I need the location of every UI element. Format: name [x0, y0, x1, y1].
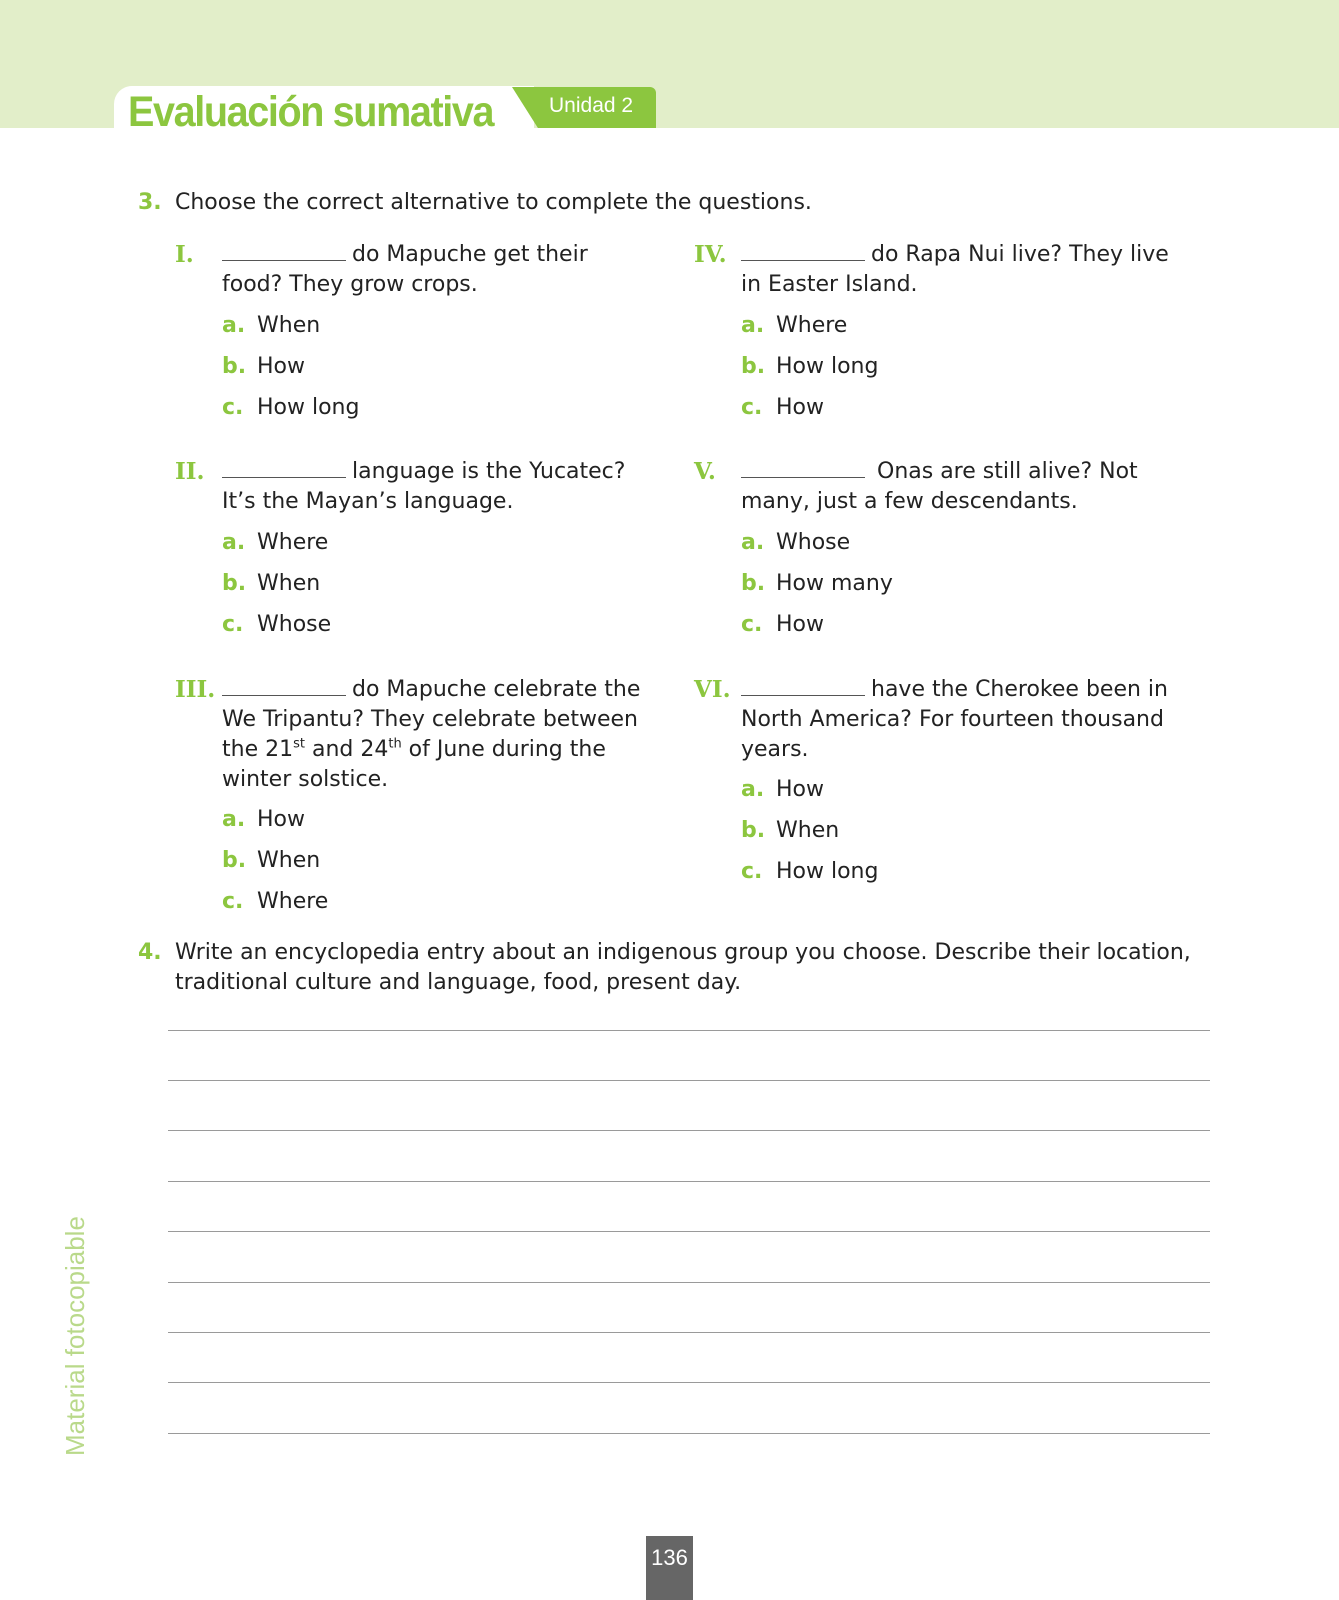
page-title: Evaluación sumativa — [128, 88, 494, 136]
unit-label: Unidad 2 — [549, 94, 634, 117]
writing-line[interactable] — [168, 1282, 1210, 1283]
answer-blank[interactable] — [222, 675, 346, 696]
item-stem: do Mapuche get their food? They grow crops. — [222, 242, 588, 297]
writing-line[interactable] — [168, 1181, 1210, 1182]
writing-line[interactable] — [168, 1332, 1210, 1333]
option-a[interactable]: a. How — [741, 777, 824, 802]
answer-blank[interactable] — [741, 457, 865, 478]
question-instruction: Write an encyclopedia entry about an indigenous group you choose. Describe their location, traditional culture and language, food, present day. — [175, 940, 1191, 995]
option-list — [222, 311, 359, 434]
option-a[interactable]: a. How — [222, 807, 305, 832]
writing-line[interactable] — [168, 1433, 1210, 1434]
writing-line[interactable] — [168, 1231, 1210, 1232]
option-a[interactable]: a. Whose — [741, 530, 851, 555]
option-a[interactable]: a. Where — [741, 313, 848, 338]
item-stem: have the Cherokee been in North America? For fourteen thousand years. — [741, 677, 1168, 762]
option-c[interactable]: c. Where — [222, 889, 329, 914]
question-4-header — [138, 938, 1191, 995]
option-b[interactable]: b. When — [222, 571, 321, 596]
option-list — [741, 528, 893, 651]
writing-line[interactable] — [168, 1030, 1210, 1031]
option-a[interactable]: a. When — [222, 313, 321, 338]
option-b[interactable]: b. How — [222, 354, 305, 379]
page-number: 136 — [651, 1545, 688, 1570]
question-3-header — [138, 188, 812, 218]
answer-blank[interactable] — [222, 240, 346, 261]
item-number: I. — [175, 241, 194, 268]
option-c[interactable]: c. Whose — [222, 612, 332, 637]
option-b[interactable]: b. When — [222, 848, 321, 873]
item-number: IV. — [694, 241, 727, 268]
option-c[interactable]: c. How — [741, 395, 824, 420]
option-list — [741, 775, 878, 898]
option-b[interactable]: b. How long — [741, 354, 879, 379]
option-c[interactable]: c. How — [741, 612, 824, 637]
option-list — [741, 311, 878, 434]
item-number: II. — [175, 458, 205, 485]
item-stem: Onas are still alive? Not many, just a few descendants. — [741, 459, 1138, 514]
writing-line[interactable] — [168, 1382, 1210, 1383]
option-c[interactable]: c. How long — [222, 395, 360, 420]
answer-blank[interactable] — [741, 675, 865, 696]
answer-blank[interactable] — [741, 240, 865, 261]
side-label: Material fotocopiable — [60, 1216, 90, 1456]
question-number: 4. — [138, 940, 162, 965]
option-c[interactable]: c. How long — [741, 859, 879, 884]
answer-blank[interactable] — [222, 457, 346, 478]
option-a[interactable]: a. Where — [222, 530, 329, 555]
writing-line[interactable] — [168, 1080, 1210, 1081]
option-list — [222, 805, 328, 928]
option-b[interactable]: b. How many — [741, 571, 893, 596]
option-list — [222, 528, 331, 651]
item-number: III. — [175, 676, 216, 703]
question-number: 3. — [138, 190, 162, 215]
writing-line[interactable] — [168, 1130, 1210, 1131]
question-instruction: Choose the correct alternative to complete the questions. — [175, 190, 812, 215]
item-stem: do Rapa Nui live? They live in Easter Island. — [741, 242, 1169, 297]
option-b[interactable]: b. When — [741, 818, 840, 843]
item-number: V. — [694, 458, 716, 485]
item-stem: language is the Yucatec? It’s the Mayan’s language. — [222, 459, 626, 514]
item-stem: do Mapuche celebrate the We Tripantu? They celebrate between the 21st and 24th of June during the winter solstice. — [222, 677, 641, 792]
item-number: VI. — [694, 676, 731, 703]
